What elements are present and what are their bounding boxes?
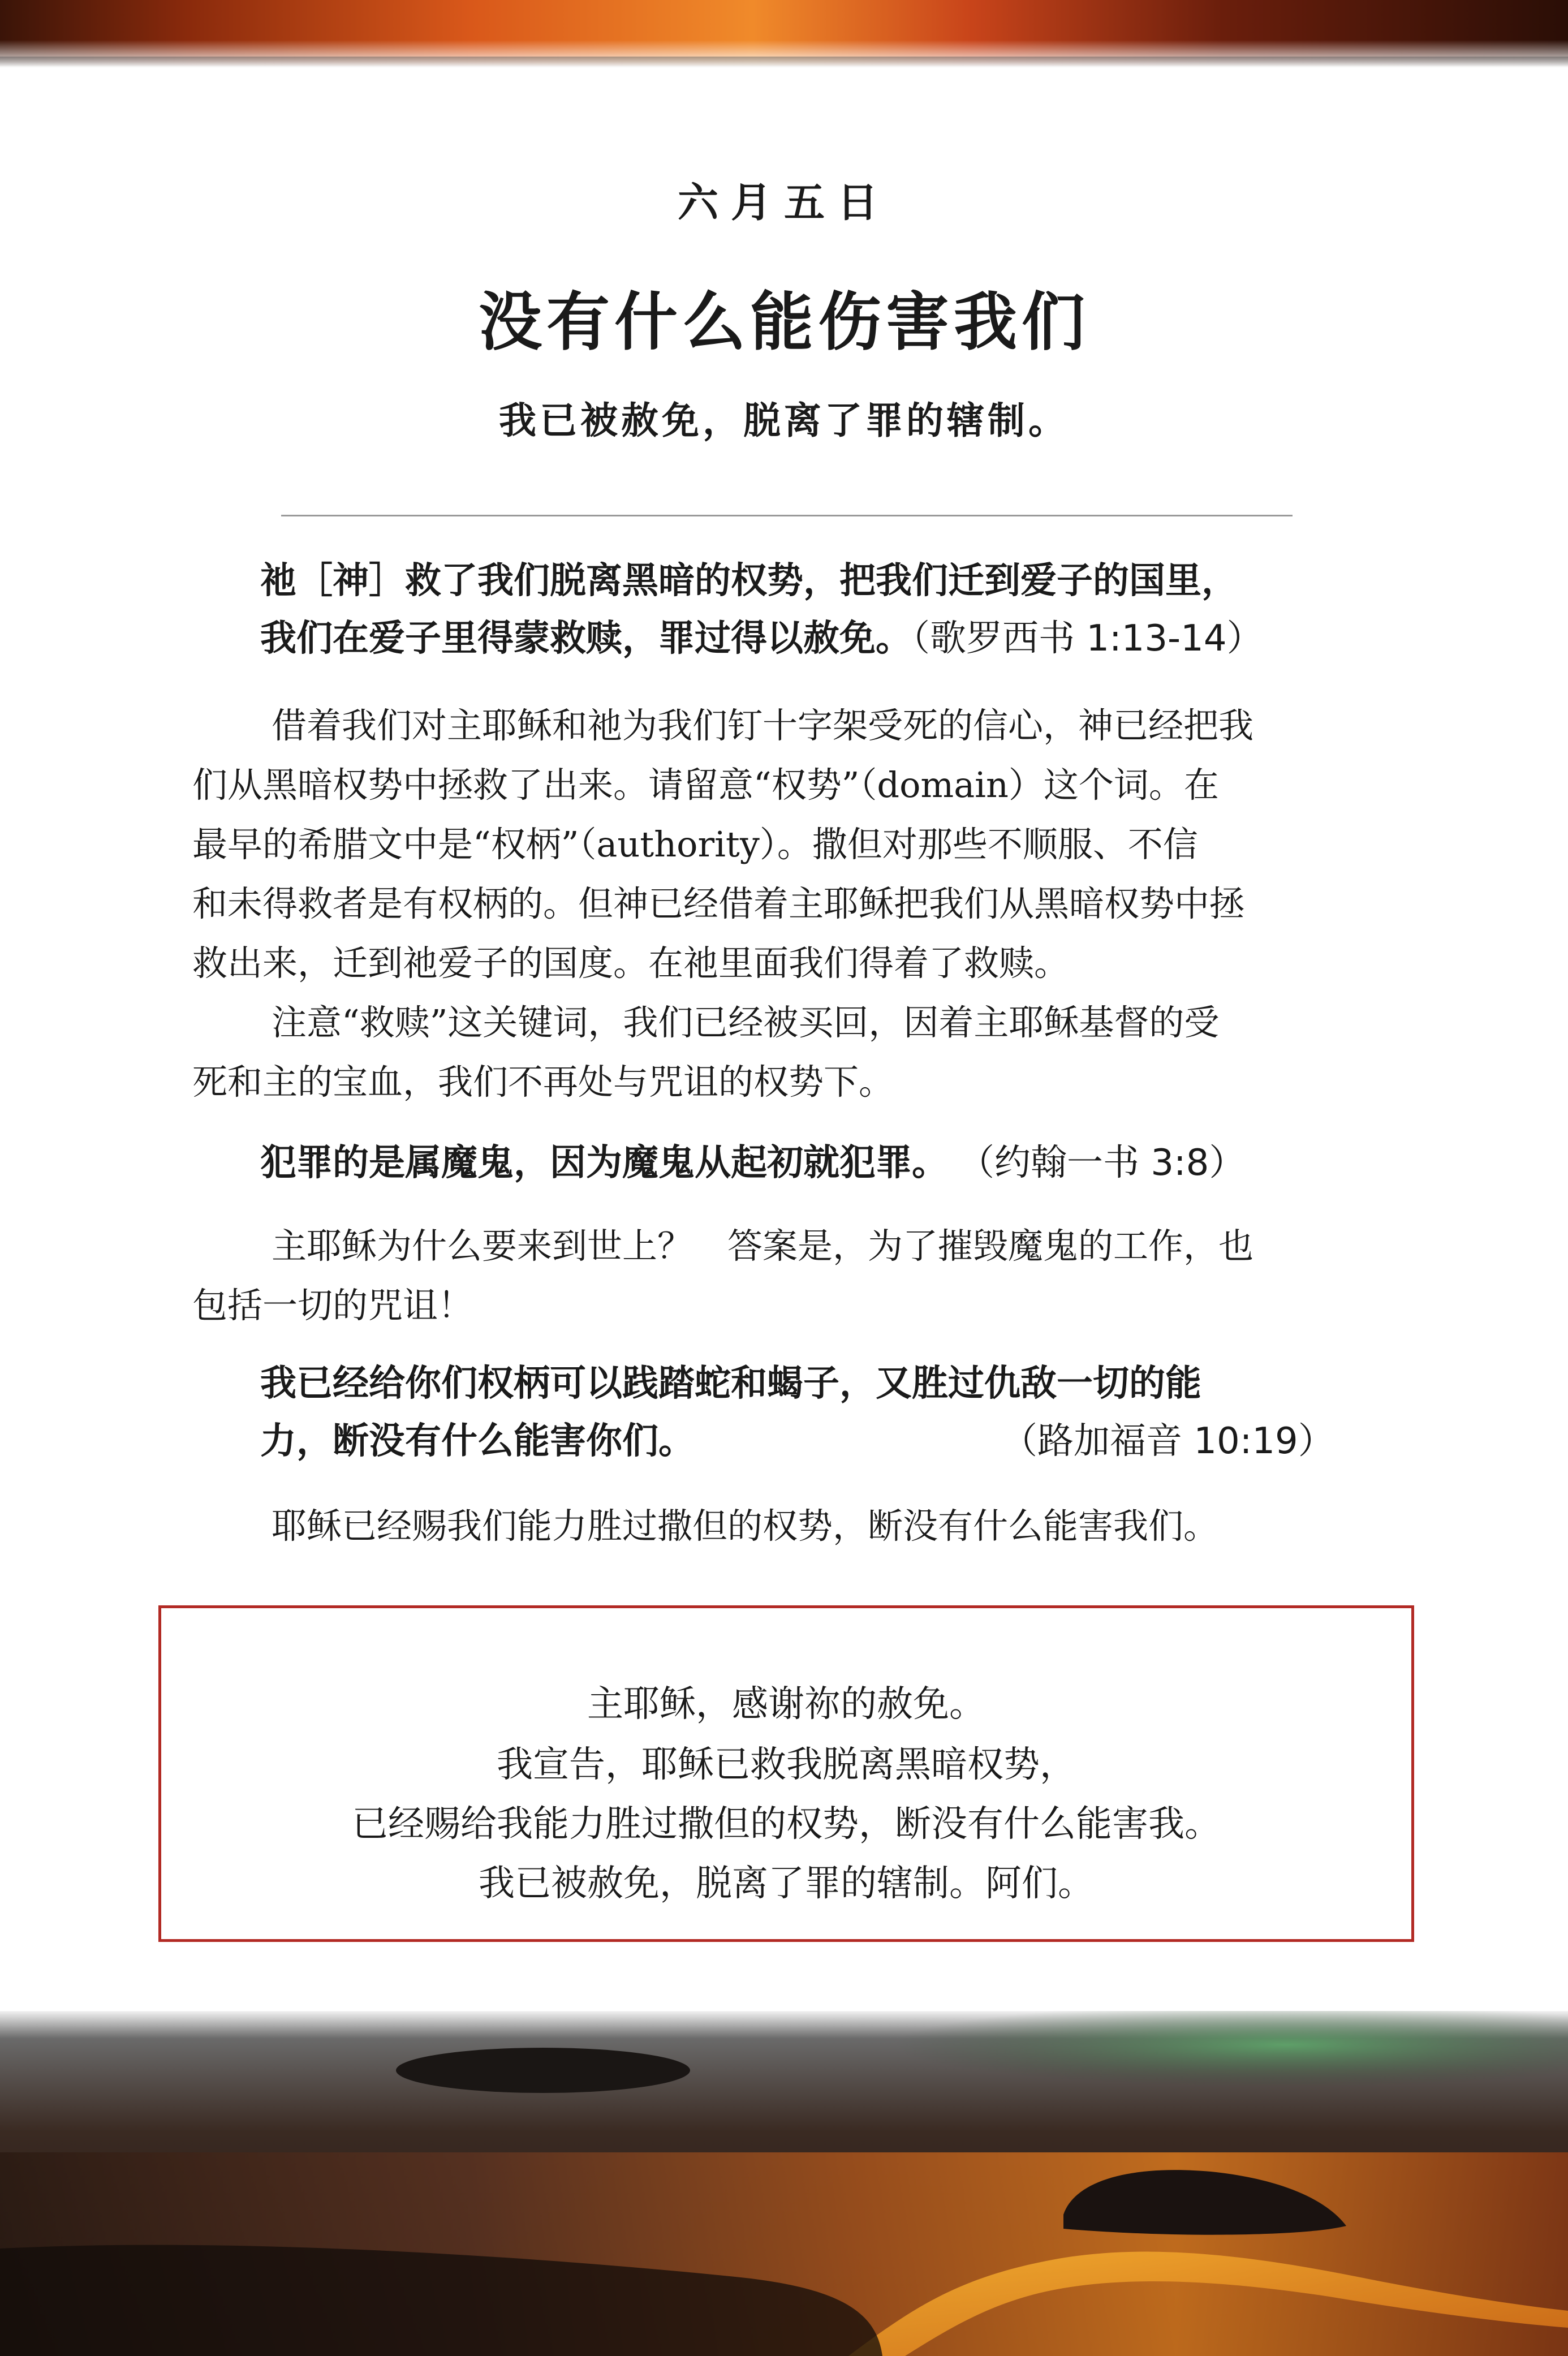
- paragraph-line: 最早的希腊文中是“权柄”（authority）。撒但对那些不顺服、不信: [192, 824, 1198, 865]
- paragraph-line: 借着我们对主耶稣和祂为我们钉十字架受死的信心，神已经把我: [272, 705, 1254, 746]
- verse-luke-reference: （路加福音 10:19）: [1001, 1420, 1334, 1462]
- page-subtitle: 我已被赦免，脱离了罪的辖制。: [499, 398, 1069, 442]
- verse-luke-line-2: [260, 1412, 1335, 1470]
- paragraph-line: 包括一切的咒诅！: [192, 1285, 473, 1326]
- paragraph-conclusion: [192, 1496, 1386, 1556]
- top-band-shadow: [0, 57, 1568, 68]
- paragraph-keyword: [192, 993, 1386, 1112]
- prayer-line: 已经赐给我能力胜过撒但的权势，断没有什么能害我。: [352, 1803, 1221, 1845]
- verse-1john-text: 犯罪的是属魔鬼，因为魔鬼从起初就犯罪。: [260, 1142, 948, 1184]
- paragraph-line: 注意“救赎”这关键词，我们已经被买回，因着主耶稣基督的受: [272, 1002, 1220, 1043]
- verse-1john-reference: （约翰一书 3:8）: [976, 1142, 1246, 1184]
- verse-colossians-line-2-text: 我们在爱子里得蒙救赎，罪过得以赦免。: [260, 618, 912, 660]
- paragraph-line: 们从黑暗权势中拯救了出来。请留意“权势”（domain）这个词。在: [192, 764, 1219, 806]
- paragraph-line: 死和主的宝血，我们不再处与咒诅的权势下。: [192, 1061, 894, 1102]
- verse-luke-line-2-text: 力，断没有什么能害你们。: [260, 1420, 695, 1462]
- paragraph-line: 耶稣已经赐我们能力胜过撒但的权势，断没有什么能害我们。: [272, 1505, 1219, 1547]
- paragraph-redemption: [192, 696, 1386, 993]
- page-date: 六月五日: [677, 179, 890, 226]
- verse-colossians-line-1: 祂［神］救了我们脱离黑暗的权势，把我们迁到爱子的国里，: [260, 560, 1238, 602]
- prayer-line: 我已被赦免，脱离了罪的辖制。阿们。: [479, 1863, 1094, 1905]
- paragraph-why-jesus-came: [192, 1216, 1386, 1335]
- page-title: 没有什么能伤害我们: [479, 286, 1089, 359]
- verse-colossians-reference: （歌罗西书 1:13-14）: [912, 618, 1263, 660]
- paragraph-line: 主耶稣为什么要来到世上？ 答案是，为了摧毁魔鬼的工作，也: [272, 1225, 1254, 1267]
- verse-luke: [260, 1355, 1335, 1470]
- prayer-line: 我宣告，耶稣已救我脱离黑暗权势，: [497, 1744, 1076, 1786]
- sunset-shoreline-image: [0, 2011, 1568, 2356]
- prayer-line: 主耶稣，感谢祢的赦免。: [587, 1683, 985, 1725]
- prayer-box: [158, 1605, 1414, 1942]
- verse-1john: [260, 1134, 1335, 1192]
- verse-colossians: [260, 552, 1335, 667]
- divider-line: [281, 515, 1293, 516]
- verse-luke-line-1: 我已经给你们权柄可以践踏蛇和蝎子，又胜过仇敌一切的能: [260, 1363, 1201, 1405]
- paragraph-line: 和未得救者是有权柄的。但神已经借着主耶稣把我们从黑暗权势中拯: [192, 883, 1245, 924]
- verse-1john-line: [260, 1134, 1335, 1192]
- verse-colossians-line-2: [260, 610, 1335, 667]
- paragraph-line: 救出来，迁到祂爱子的国度。在祂里面我们得着了救赎。: [192, 942, 1070, 984]
